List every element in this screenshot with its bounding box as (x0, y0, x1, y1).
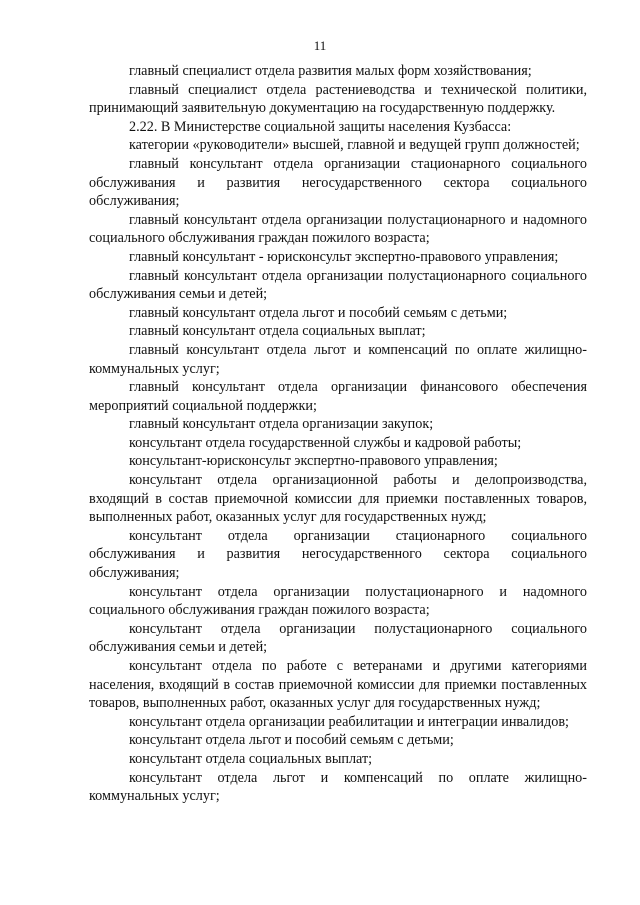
paragraph: категории «руководители» высшей, главной и ведущей групп должностей; (129, 137, 580, 154)
paragraph: консультант отдела организации полустационарного и надомного социального обслуживания граждан пожилого возраста; (89, 583, 587, 619)
paragraph: главный консультант отдела льгот и пособий семьям с детьми; (129, 304, 508, 321)
paragraph: консультант отдела организации реабилитации и интеграции инвалидов; (129, 713, 569, 730)
section-heading: 2.22. В Министерстве социальной защиты населения Кузбасса: (129, 118, 512, 135)
paragraph: главный консультант отдела организации финансового обеспечения мероприятий социальной поддержки; (89, 379, 587, 414)
paragraph: консультант отдела льгот и компенсаций по оплате жилищно-коммунальных услуг; (89, 769, 587, 805)
paragraph: консультант отдела государственной службы и кадровой работы; (129, 434, 522, 451)
paragraph: консультант отдела льгот и пособий семьям с детьми; (129, 732, 454, 749)
paragraph: консультант отдела по работе с ветеранами и другими категориями населения, входящий в состав приемочной комиссии для приемки поставленных товаров, выполненных работ, оказанных услуг для государственных нужд; (89, 658, 587, 712)
paragraph: консультант-юрисконсульт экспертно-правового управления; (129, 453, 498, 470)
paragraph: консультант отдела социальных выплат; (129, 750, 373, 767)
paragraph: консультант отдела организации полустационарного социального обслуживания семьи и детей; (89, 620, 587, 656)
paragraph: главный специалист отдела растениеводства и технической политики, принимающий заявительную документацию на государственную поддержку. (89, 81, 587, 117)
paragraph: главный консультант отдела льгот и компенсаций по оплате жилищно-коммунальных услуг; (89, 341, 587, 377)
paragraph: консультант отдела организационной работы и делопроизводства, входящий в состав приемочной комиссии для приемки поставленных товаров, выполненных работ, оказанных услуг для государственных нужд; (89, 472, 587, 526)
page-number: 11 (313, 38, 327, 53)
paragraph: консультант отдела организации стационарного социального обслуживания и развития негосударственного сектора социального обслуживания; (89, 527, 587, 582)
paragraph: главный консультант отдела социальных выплат; (129, 323, 426, 340)
paragraph: главный консультант - юрисконсульт экспертно-правового управления; (129, 248, 559, 265)
paragraph: главный специалист отдела развития малых форм хозяйствования; (129, 63, 532, 79)
paragraph: главный консультант отдела организации закупок; (129, 416, 434, 433)
paragraph: главный консультант отдела организации полустационарного социального обслуживания семьи и детей; (89, 267, 587, 303)
paragraph: главный консультант отдела организации стационарного социального обслуживания и развития негосударственного сектора социального обслуживания; (89, 155, 587, 210)
paragraph: главный консультант отдела организации полустационарного и надомного социального обслуживания граждан пожилого возраста; (89, 211, 587, 247)
document-body (89, 62, 587, 806)
